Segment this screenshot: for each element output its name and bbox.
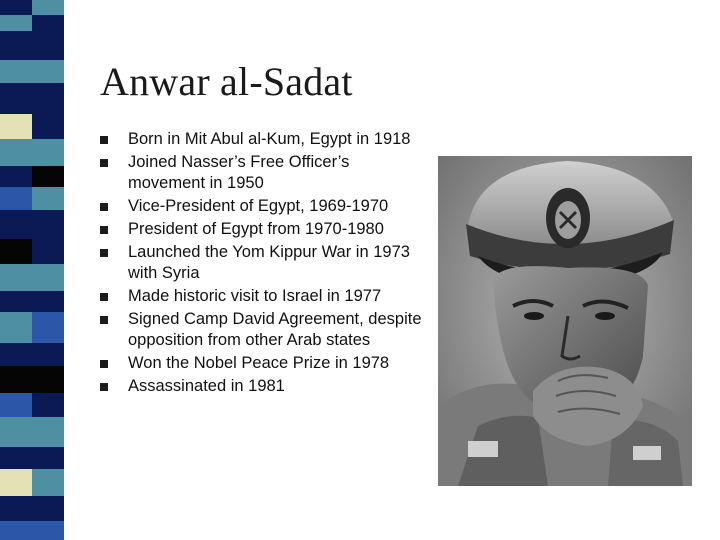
bullet-list: [100, 129, 430, 399]
bullet-item: Vice-President of Egypt, 1969-1970: [100, 196, 430, 217]
bullet-square-icon: [100, 203, 108, 211]
decorative-stripe: [0, 393, 64, 418]
decorative-stripe: [0, 447, 64, 470]
bullet-square-icon: [100, 159, 108, 167]
bullet-square-icon: [100, 136, 108, 144]
decorative-stripe: [0, 210, 64, 239]
decorative-stripe-bar: [0, 0, 64, 540]
decorative-stripe: [0, 166, 64, 187]
bullet-square-icon: [100, 383, 108, 391]
decorative-stripe: [0, 264, 64, 291]
decorative-stripe: [0, 15, 64, 32]
decorative-stripe: [0, 343, 64, 366]
slide-title: Anwar al-Sadat: [100, 59, 353, 104]
bullet-square-icon: [100, 226, 108, 234]
bullet-item: Made historic visit to Israel in 1977: [100, 286, 430, 307]
decorative-stripe: [0, 0, 64, 15]
bullet-square-icon: [100, 316, 108, 324]
decorative-stripe: [0, 187, 64, 210]
decorative-stripe: [0, 114, 64, 139]
bullet-item: Signed Camp David Agreement, despite opposition from other Arab states: [100, 309, 430, 351]
bullet-item: Joined Nasser’s Free Officer’s movement in 1950: [100, 152, 430, 194]
decorative-stripe: [0, 521, 64, 540]
decorative-stripe: [0, 366, 64, 393]
decorative-stripe: [0, 417, 64, 446]
decorative-stripe: [0, 469, 64, 496]
decorative-stripe: [0, 83, 64, 114]
decorative-stripe: [0, 312, 64, 343]
bullet-item: Launched the Yom Kippur War in 1973 with Syria: [100, 242, 430, 284]
bullet-item: President of Egypt from 1970-1980: [100, 219, 430, 240]
decorative-stripe: [0, 31, 64, 60]
portrait-photo: [438, 156, 692, 486]
bullet-square-icon: [100, 293, 108, 301]
decorative-stripe: [0, 139, 64, 166]
bullet-item: Assassinated in 1981: [100, 376, 430, 397]
bullet-square-icon: [100, 360, 108, 368]
decorative-stripe: [0, 239, 64, 264]
bullet-item: Won the Nobel Peace Prize in 1978: [100, 353, 430, 374]
decorative-stripe: [0, 496, 64, 521]
bullet-item: Born in Mit Abul al-Kum, Egypt in 1918: [100, 129, 430, 150]
decorative-stripe: [0, 291, 64, 312]
bullet-square-icon: [100, 249, 108, 257]
decorative-stripe: [0, 60, 64, 83]
